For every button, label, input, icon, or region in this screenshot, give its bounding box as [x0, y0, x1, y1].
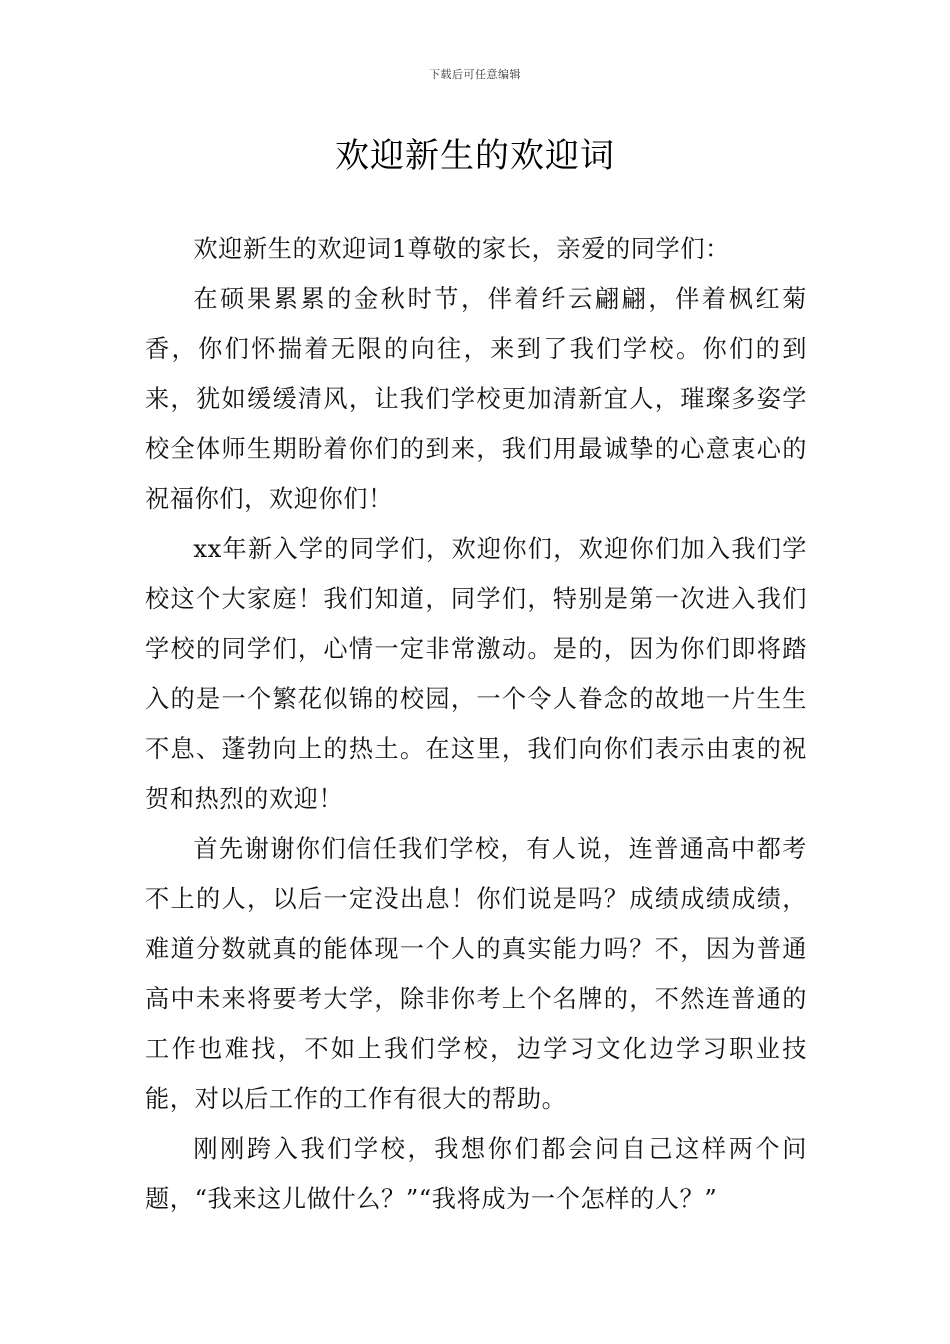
document-title: 欢迎新生的欢迎词 [335, 136, 615, 176]
document-body [145, 224, 807, 1224]
paragraph-1: 欢迎新生的欢迎词1尊敬的家长，亲爱的同学们： [193, 235, 730, 263]
paragraph-2: 在硕果累累的金秋时节，伴着纤云翩翩，伴着枫红菊香，你们怀揣着无限的向往，来到了我们学校。你们的到来，犹如缓缓清风，让我们学校更加清新宜人，璀璨多姿学校全体师生期盼着你们的到来，我们用最诚挚的心意衷心的祝福你们，欢迎你们！ [145, 285, 807, 513]
header-note: 下载后可任意编辑 [429, 68, 521, 81]
paragraph-5: 刚刚跨入我们学校，我想你们都会问自己这样两个问题，“我来这儿做什么？”“我将成为一个怎样的人？” [145, 1135, 807, 1213]
paragraph-3: xx年新入学的同学们，欢迎你们，欢迎你们加入我们学校这个大家庭！我们知道，同学们，特别是第一次进入我们学校的同学们，心情一定非常激动。是的，因为你们即将踏入的是一个繁花似锦的校园，一个令人眷念的故地一片生生不息、蓬勃向上的热土。在这里，我们向你们表示由衷的祝贺和热烈的欢迎！ [145, 535, 807, 813]
paragraph-4: 首先谢谢你们信任我们学校，有人说，连普通高中都考不上的人，以后一定没出息！你们说是吗？成绩成绩成绩，难道分数就真的能体现一个人的真实能力吗？不，因为普通高中未来将要考大学，除非你考上个名牌的，不然连普通的工作也难找，不如上我们学校，边学习文化边学习职业技能，对以后工作的工作有很大的帮助。 [145, 835, 807, 1113]
